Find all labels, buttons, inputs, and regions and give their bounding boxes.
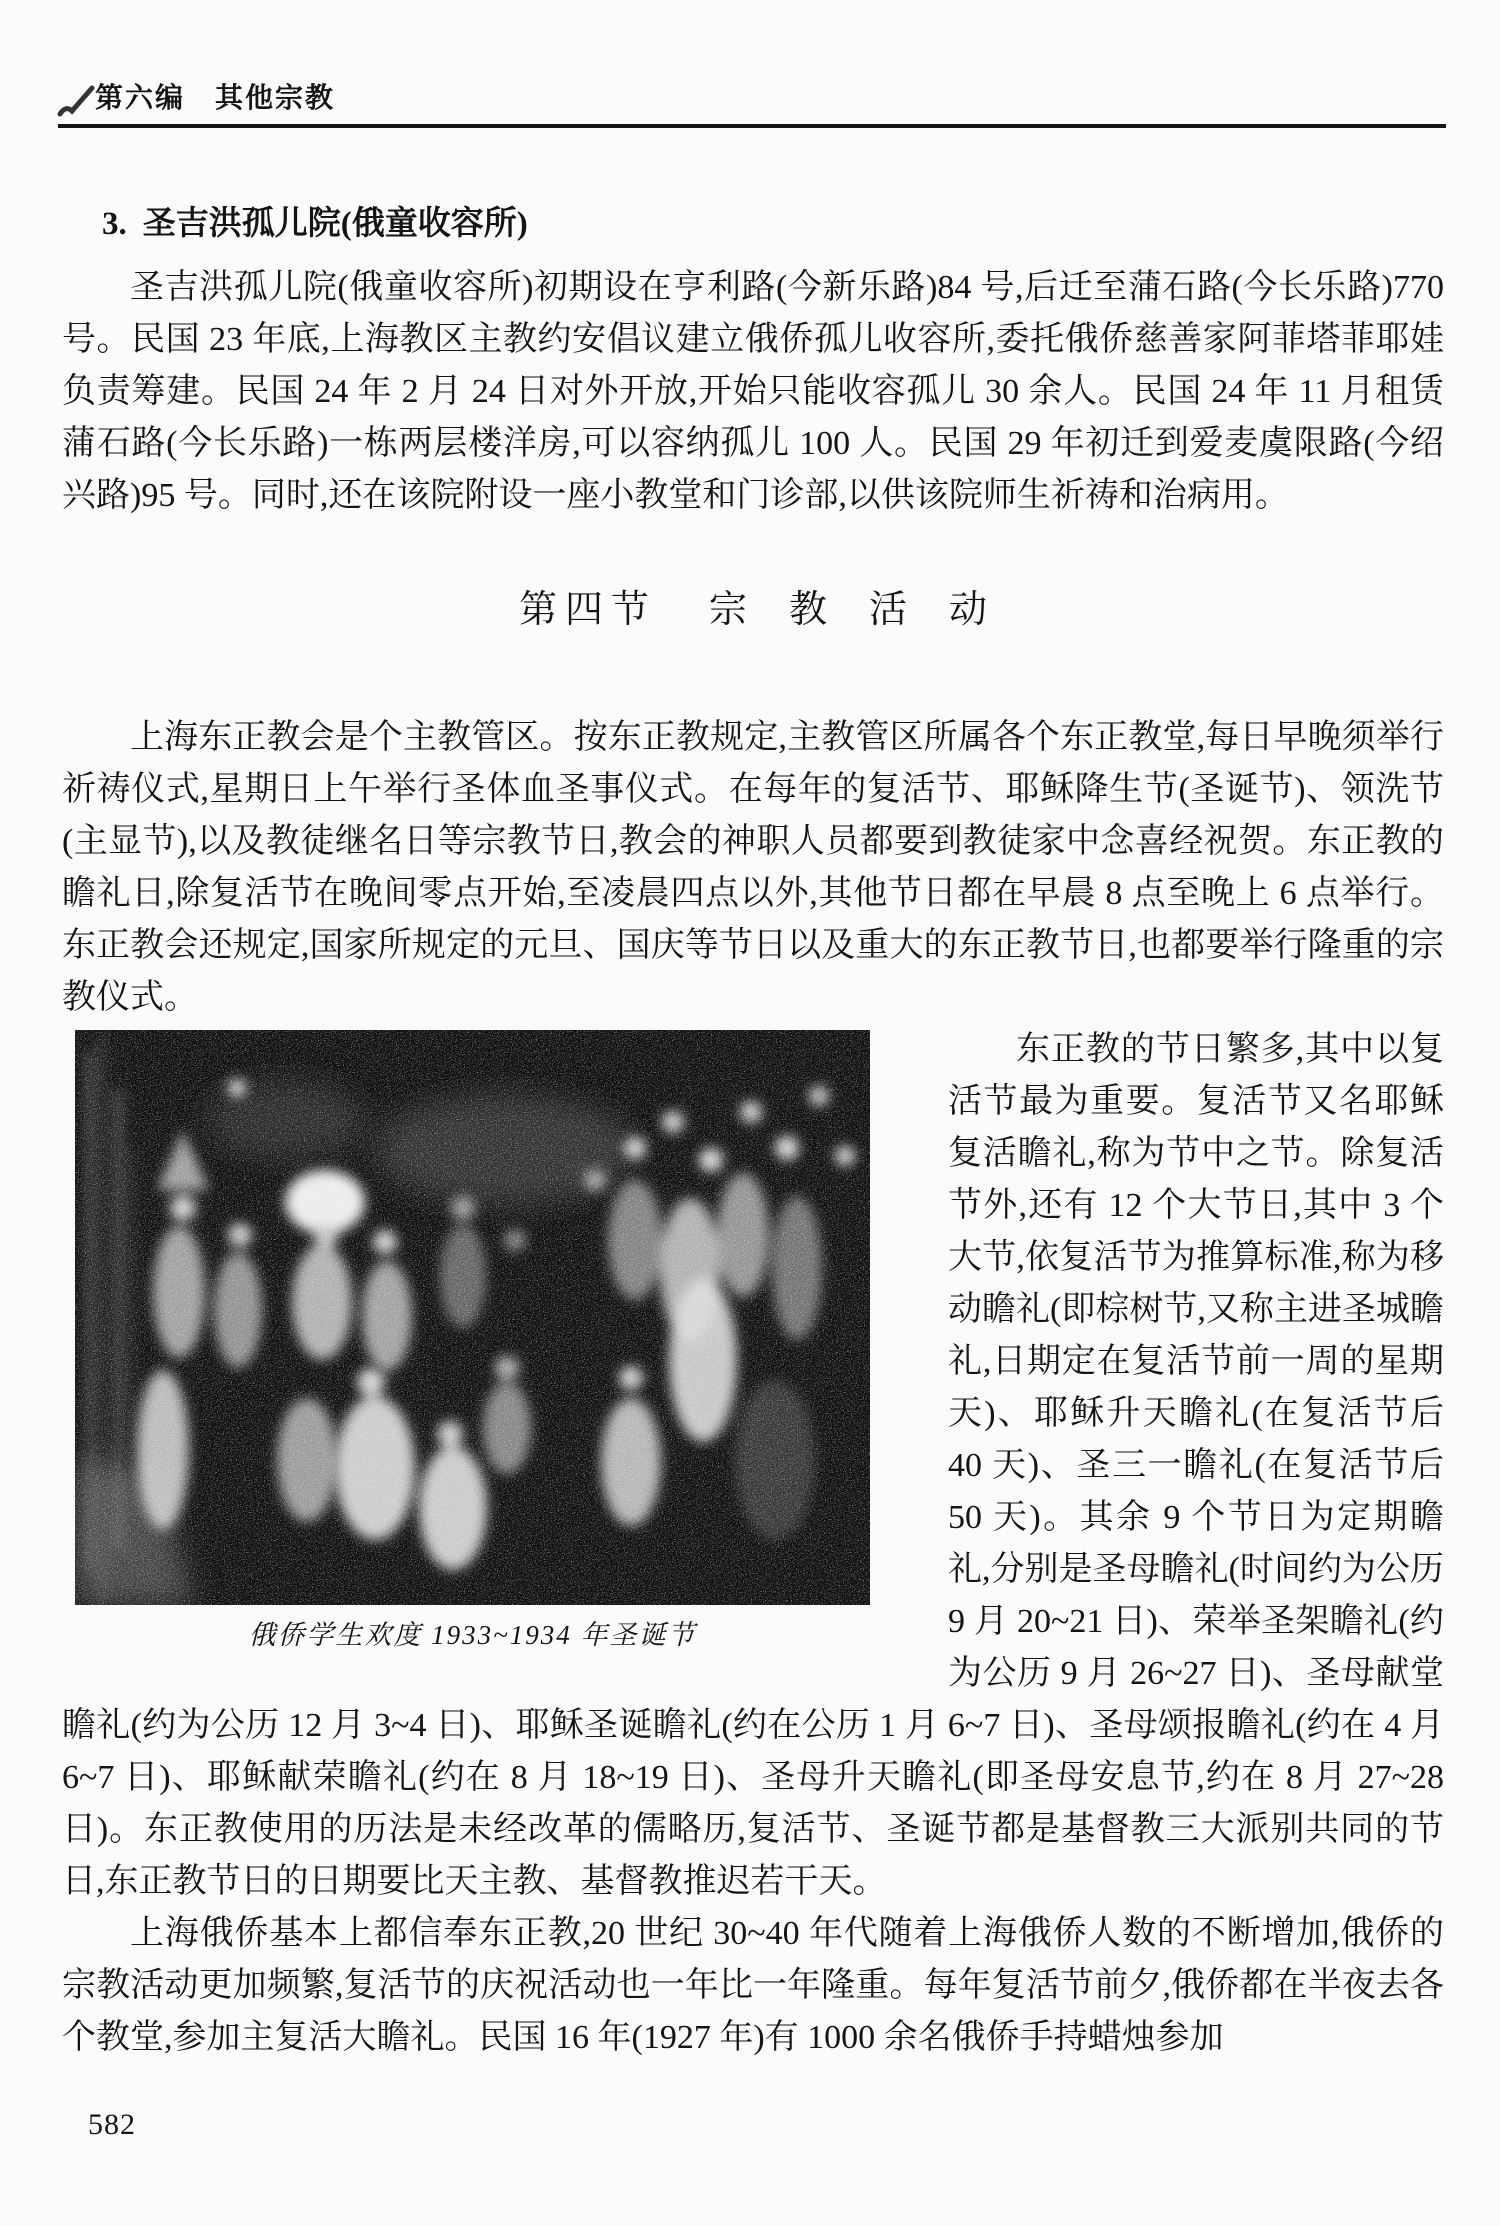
section-title-label: 第四节 [518, 589, 657, 631]
running-header-part-label: 第六编 [95, 83, 186, 114]
photo-figure [75, 1030, 870, 1653]
scan-artifact-mark [56, 84, 98, 122]
paragraph-orphanage: 圣吉洪孤儿院(俄童收容所)初期设在亨利路(今新乐路)84 号,后迁至蒲石路(今长乐路)770 号。民国 23 年底,上海教区主教约安倡议建立俄侨孤儿收容所,委托俄侨慈善家阿菲塔菲耶娃负责筹建。民国 24 年 2 月 24 日对外开放,开始只能收容孤儿 30 余人。民国 24 年 11 月租赁蒲石路(今长乐路)一栋两层楼洋房,可以容纳孤儿 100 人。民国 29 年初迁到爱麦虞限路(今绍兴路)95 号。同时,还在该院附设一座小教堂和门诊部,以供该院师生祈祷和治病用。 [62, 269, 1444, 514]
paragraph-festivals: 东正教的节日繁多,其中以复活节最为重要。复活节又名耶稣复活瞻礼,称为节中之节。除复活节外,还有 12 个大节日,其中 3 个大节,依复活节为推算标准,称为移动瞻礼(即棕树节,又称主进圣城瞻礼,日期定在复活节前一周的星期天)、耶稣升天瞻礼(在复活节后 40 天)、圣三一瞻礼(在复活节后 50 天)。其余 9 个节日为定期瞻礼,分别是圣母瞻礼(时间约为公历 9 月 20~21 日)、荣举圣架瞻礼(约为公历 9 月 26~27 日)、圣母献堂瞻礼(约为公历 12 月 3~4 日)、耶稣圣诞瞻礼(约在公历 1 月 6~7 日)、圣母颂报瞻礼(约在 4 月 6~7 日)、耶稣献荣瞻礼(约在 8 月 18~19 日)、圣母升天瞻礼(即圣母安息节,约在 8 月 27~28 日)。东正教使用的历法是未经改革的儒略历,复活节、圣诞节都是基督教三大派别共同的节日,东正教节日的日期要比天主教、基督教推迟若干天。 [62, 1031, 1444, 1900]
photo-caption: 俄侨学生欢度 1933~1934 年圣诞节 [248, 1620, 697, 1650]
paragraph-believers: 上海俄侨基本上都信奉东正教,20 世纪 30~40 年代随着上海俄侨人数的不断增加,俄侨的宗教活动更加频繁,复活节的庆祝活动也一年比一年隆重。每年复活节前夕,俄侨都在半夜去各个教堂,参加主复活大瞻礼。民国 16 年(1927 年)有 1000 余名俄侨手持蜡烛参加 [62, 1915, 1444, 2056]
section-title [62, 582, 1444, 638]
subsection-number: 3. [102, 206, 127, 242]
running-header-part-title: 其他宗教 [215, 83, 336, 114]
running-header [95, 76, 335, 116]
page-number: 582 [88, 2108, 136, 2141]
paragraph-activities-intro: 上海东正教会是个主教管区。按东正教规定,主教管区所属各个东正教堂,每日早晚须举行祈祷仪式,星期日上午举行圣体血圣事仪式。在每年的复活节、耶稣降生节(圣诞节)、领洗节(主显节),以及教徒继名日等宗教节日,教会的神职人员都要到教徒家中念喜经祝贺。东正教的瞻礼日,除复活节在晚间零点开始,至凌晨四点以外,其他节日都在早晨 8 点至晚上 6 点举行。东正教会还规定,国家所规定的元旦、国庆等节日以及重大的东正教节日,也都要举行隆重的宗教仪式。 [62, 719, 1444, 1016]
page-content [62, 188, 1444, 2064]
header-rule [58, 124, 1446, 128]
photo-text-block [62, 1024, 1444, 1908]
subsection-heading [102, 202, 1444, 246]
photo-russian-students-christmas [75, 1030, 870, 1605]
section-title-text: 宗教活动 [709, 589, 1030, 631]
photo-image [75, 1030, 870, 1605]
subsection-title: 圣吉洪孤儿院(俄童收容所) [142, 206, 528, 242]
